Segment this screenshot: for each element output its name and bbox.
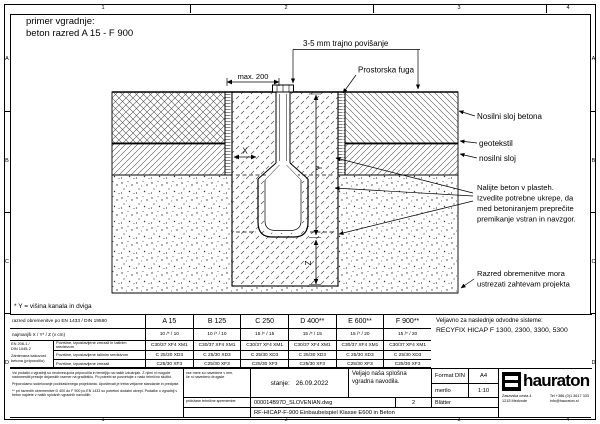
frame-row-label: D	[5, 360, 9, 366]
callout-razred-line1: Razred obremenitve mora	[477, 269, 565, 278]
concrete-cell: C25/30 XF3	[383, 359, 431, 369]
brand-row	[502, 371, 589, 391]
status-label: stanje:	[270, 379, 290, 387]
frame-row-label: B	[591, 158, 596, 164]
min-dim-cell: 15 /* / 15	[240, 328, 288, 340]
format-value: A4	[479, 373, 488, 379]
leader-nosilni-beton	[459, 111, 475, 116]
concrete-cell: C 25/30 XD3	[336, 350, 384, 360]
hauraton-logo-icon	[502, 372, 521, 391]
valid-systems-intro: Veljavno za naslednje odvodne sisteme:	[436, 318, 543, 324]
dim-max200-label: max. 200	[237, 72, 269, 81]
callout-plasteh-line3: med betoniranjem preprečite	[477, 204, 574, 213]
note-line-c: pridržane tehnične spremembe	[186, 398, 236, 403]
concrete-cell: C30/37 XF4 XM1	[288, 340, 336, 350]
requirement-line2: betona (priporočilo)	[11, 357, 45, 363]
class-header: C 250	[240, 315, 288, 328]
file-name-cell: 000014B97D_SLOVENIAN.dwg	[250, 397, 395, 407]
brand-name: hauraton	[523, 371, 590, 390]
concrete-cell: C25/30 XF3	[336, 359, 384, 369]
exposure-label-2: Površine, izpostavljene talilnim sredstvom	[54, 350, 145, 360]
frame-col-label: 1	[101, 5, 105, 11]
valid-systems-box	[431, 314, 592, 368]
email: info@hauraton.si	[549, 398, 579, 403]
frame-row-label: A	[5, 56, 9, 62]
scale-label: merilo	[432, 383, 468, 397]
leader-nosilni-sloj	[460, 154, 477, 158]
concrete-cell: C25/30 XF3	[145, 359, 193, 369]
status-date: 26.09.2022	[295, 379, 329, 387]
frame-col-label: 2	[284, 5, 288, 11]
min-dim-cell: 15 /* / 15	[288, 328, 336, 340]
concrete-cell: C30/37 XF4 XM1	[383, 340, 431, 350]
notes-cell	[183, 369, 250, 397]
notes-cell-2	[183, 397, 250, 407]
concrete-cell: C30/37 XF4 XM1	[336, 340, 384, 350]
drawing-footnote: * Y = višina kanala in dviga	[14, 303, 92, 310]
contact-column	[550, 394, 589, 404]
exposure-label-3: Površine, izpostavljene zmrzali	[54, 359, 145, 369]
callout-plasteh-line2: Izvedite potrebne ukrepe, da	[477, 193, 574, 203]
concrete-cell: C 25/30 XD3	[288, 350, 336, 360]
concrete-cell: C30/37 XF4 XM1	[240, 340, 288, 350]
expansion-joint-left	[225, 92, 232, 175]
base-course-left	[112, 143, 225, 175]
min-dim-cell: 10 /* / 10	[193, 328, 241, 340]
note-line-a: vse mere so navedene v mm,	[186, 370, 234, 375]
concrete-cell: C25/30 XF3	[240, 359, 288, 369]
dim-z-label: Z	[304, 260, 313, 266]
valid-systems-list: RECYFIX HICAP F 1300, 2300, 3300, 5300	[436, 327, 568, 334]
callout-nosilni-sloj: nosilni sloj	[479, 154, 516, 163]
frame-col-label: 4	[566, 5, 570, 11]
disclaimer-cell	[10, 369, 183, 418]
standard-line1: EN 206-1 /	[11, 341, 30, 346]
concrete-cell: C25/30 XF3	[288, 359, 336, 369]
heading-line2: beton razred A 15 - F 900	[26, 28, 134, 39]
frame-row-label: B	[5, 158, 9, 164]
concrete-cell: C 25/30 XD3	[145, 350, 193, 360]
general-note-cell: Veljajo naša splošna vgradna navodila.	[348, 369, 431, 397]
concrete-cell: C30/37 XF4 XM1	[145, 340, 193, 350]
callout-razred-line2: ustrezati zahtevam projekta	[477, 279, 570, 289]
concrete-cell: C30/37 XF4 XM1	[193, 340, 241, 350]
frame-col-label: 3	[457, 417, 461, 423]
address-line1: Zasavska cesta 4	[502, 394, 532, 398]
dim-y-label: Y	[315, 165, 324, 171]
concrete-cell: C25/30 XF3	[193, 359, 241, 369]
exposure-labels	[54, 341, 145, 369]
brand-cell	[498, 369, 592, 418]
table-row2-label: najmanjši X / Y* / Z (v cm)	[10, 328, 145, 340]
concrete-standard-label	[10, 341, 54, 369]
frame-col-label: 3	[457, 5, 461, 11]
frame-col-label: 1	[101, 417, 105, 423]
exposure-label-1: Površine, izpostavljene zmrzali in talilnim sredstvom	[56, 340, 127, 350]
callout-geotekstil: geotekstil	[479, 139, 513, 148]
concrete-cell: C 25/30 XD3	[383, 350, 431, 360]
status-date-cell	[250, 369, 348, 397]
heading-line1: primer vgradnje:	[26, 16, 95, 27]
callout-fuga: Prostorska fuga	[358, 65, 415, 75]
frame-row-label: D	[591, 360, 596, 366]
address-column	[502, 394, 532, 404]
format-labels-cell	[431, 369, 468, 397]
min-dim-cell: 15 /* / 20	[336, 328, 384, 340]
class-header: F 900**	[383, 315, 431, 328]
callout-plasteh-line4: premikanje vstran in navzgor.	[477, 214, 576, 224]
phone: Tel +386 (0)1 3617 333	[549, 394, 589, 398]
frame-row-label: A	[591, 56, 596, 62]
min-dim-cell: 15 /* / 20	[383, 328, 431, 340]
min-dim-cell: 10 /* / 10	[145, 328, 193, 340]
concrete-bearing-right	[345, 92, 458, 143]
address-line2: 1215 Medvode	[502, 398, 528, 403]
format-values-cell	[468, 369, 498, 397]
brand-address	[502, 394, 589, 404]
note-line-b: če ni navedeno drugače	[186, 374, 225, 379]
class-header: E 600**	[336, 315, 384, 328]
requirement-line1: Zahtevana kakovost	[11, 353, 46, 359]
concrete-cell: C 25/30 XD3	[193, 350, 241, 360]
dim-x-label: X	[242, 146, 248, 156]
class-header: D 400**	[288, 315, 336, 328]
callout-nosilni-beton: Nosilni sloj betona	[477, 112, 542, 121]
class-header: B 125	[193, 315, 241, 328]
base-course-right	[345, 143, 458, 175]
frame-col-label: 4	[566, 417, 570, 423]
frame-row-label: C	[591, 259, 596, 265]
load-class-table	[10, 314, 431, 368]
title-block	[10, 368, 592, 417]
leader-razred	[461, 279, 474, 288]
concrete-cell: C 25/30 XD3	[240, 350, 288, 360]
frame-col-label: 2	[284, 417, 288, 423]
disclaimer-paragraph-3: ** pri razredih obremenitve D 400 do F 900 po EN 1433 so potrebni dodatni ukrepi. Podatke o vgradnji v beton najdete v naših splošnih vgradnih navodilih.	[12, 388, 178, 398]
disclaimer-paragraph-1: Vsi podatki o vgradnji so neobvezujoča priporočila in temeljijo na naših izkušnjah. Z njimi ni mogoče nadomestiti presoje dejanskih razmer na gradbišču. Po potrebi se posvetujte z našo tehnično službo.	[12, 370, 173, 379]
leader-fuga	[343, 75, 356, 93]
pavement-left	[112, 92, 225, 143]
leader-geotekstil	[460, 141, 477, 143]
callout-plasteh-line1: Nalijte beton v plasteh.	[477, 183, 554, 192]
standard-line2: DIN 1045-2	[11, 345, 31, 351]
table-row1-label: razred obremenitve po EN 1433 / DIN 19580	[12, 319, 107, 324]
scale-value: 1:10	[469, 383, 498, 397]
class-header: A 15	[145, 315, 193, 328]
notes-cell-3	[183, 407, 250, 418]
callout-povisanje: 3-5 mm trajno povišanje	[303, 39, 389, 48]
disclaimer-paragraph-2: Priporočamo sodelovanje pooblaščenega projektanta. Upoštevati je treba veljavne standarde in predpise.	[12, 381, 180, 386]
sheet-count-label-cell: Blätter	[431, 397, 498, 407]
format-label: Format DIN	[435, 373, 465, 379]
concrete-spec-label-group	[10, 340, 145, 369]
expansion-joint-right	[338, 92, 345, 175]
frame-row-label: C	[5, 259, 9, 265]
document-title-cell: RF-HICAP-F-900 Einbaubeispiel Klasse E600 in Beton	[250, 407, 498, 418]
sheet-count-cell: 2	[395, 397, 431, 407]
